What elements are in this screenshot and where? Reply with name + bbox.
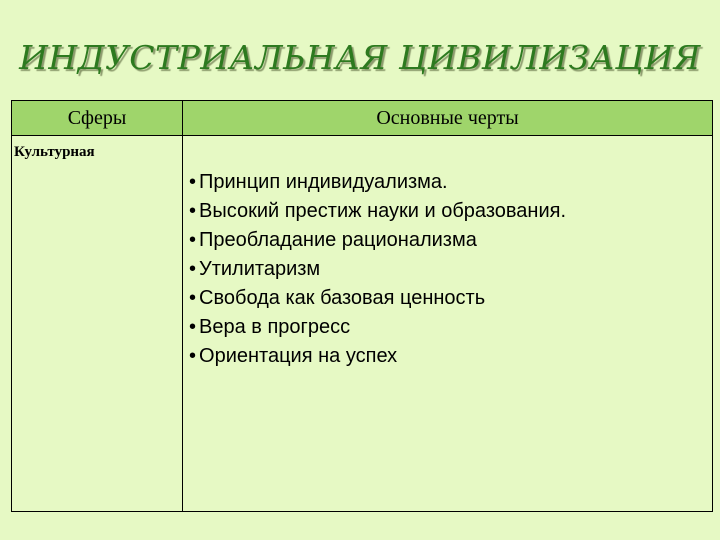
list-item: • Высокий престиж науки и образования. <box>189 200 567 222</box>
list-item: • Свобода как базовая ценность <box>189 287 486 309</box>
page-title: ИНДУСТРИАЛЬНАЯ ЦИВИЛИЗАЦИЯ <box>19 38 701 77</box>
traits-list <box>189 168 712 371</box>
trait-text: Утилитаризм <box>199 258 321 280</box>
trait-text: Преобладание рационализма <box>199 229 477 251</box>
list-item: • Принцип индивидуализма. <box>189 171 448 193</box>
list-item: • Ориентация на успех <box>189 345 398 367</box>
civilization-table <box>11 100 713 512</box>
trait-text: Высокий престиж науки и образования. <box>199 200 567 222</box>
list-item: • Преобладание рационализма <box>189 229 477 251</box>
header-features: Основные черты <box>183 101 713 136</box>
table-header-row <box>12 101 713 136</box>
trait-text: Вера в прогресс <box>199 316 351 338</box>
trait-text: Свобода как базовая ценность <box>199 287 486 309</box>
list-item: • Вера в прогресс <box>189 316 351 338</box>
table-row <box>12 136 713 512</box>
list-item: • Утилитаризм <box>189 258 321 280</box>
header-spheres: Сферы <box>12 101 183 136</box>
traits-cell <box>183 136 713 512</box>
sphere-cell: Культурная <box>12 136 183 512</box>
trait-text: Принцип индивидуализма. <box>199 171 448 193</box>
trait-text: Ориентация на успех <box>199 345 398 367</box>
